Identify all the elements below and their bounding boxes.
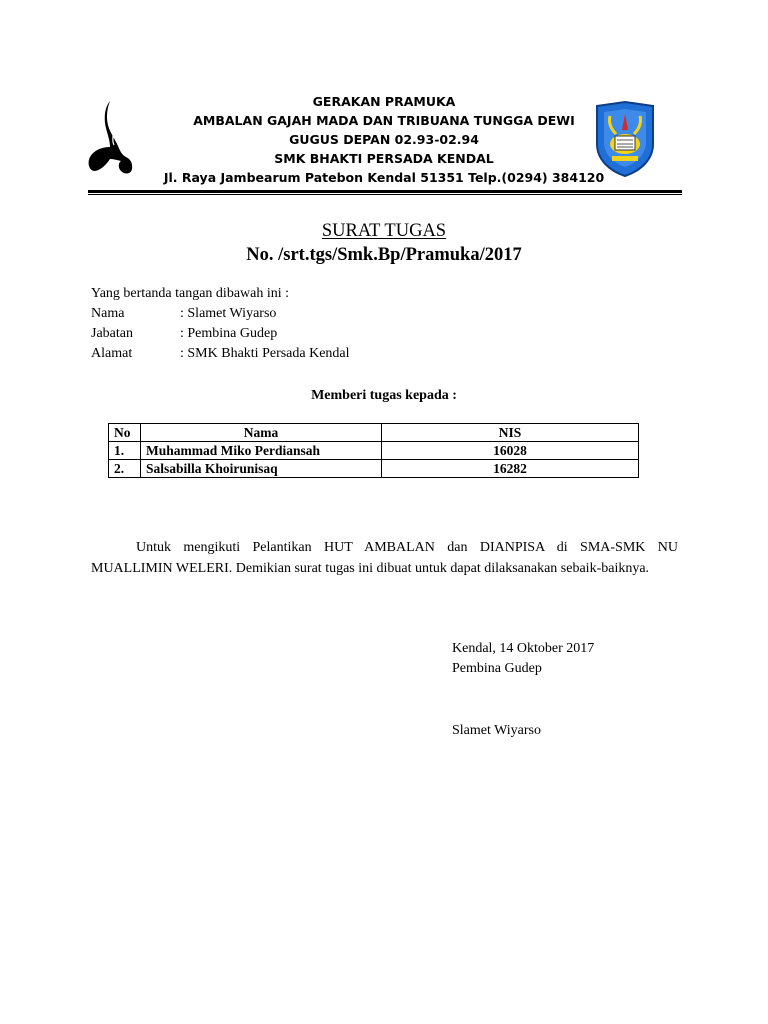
header-divider: [88, 190, 682, 193]
table-row: [109, 442, 639, 460]
assignee-table: [108, 423, 639, 478]
field-value: : Slamet Wiyarso: [180, 306, 277, 321]
document-title: SURAT TUGAS: [321, 221, 447, 241]
table-row: [109, 460, 639, 478]
org-name: GERAKAN PRAMUKA: [312, 94, 456, 109]
field-value: : SMK Bhakti Persada Kendal: [180, 346, 350, 361]
gugus-depan: GUGUS DEPAN 02.93-02.94: [289, 132, 479, 147]
cell-no: 1.: [109, 442, 141, 460]
column-header: Nama: [141, 424, 382, 442]
school-name: SMK BHAKTI PERSADA KENDAL: [274, 151, 494, 166]
cell-name: Muhammad Miko Perdiansah: [141, 442, 382, 460]
assignment-heading: Memberi tugas kepada :: [311, 388, 457, 403]
field-label: Nama: [91, 306, 125, 321]
cell-nis: 16028: [382, 442, 639, 460]
body-paragraph-text: Untuk mengikuti Pelantikan HUT AMBALAN dan DIANPISA di SMA-SMK NU MUALLIMIN WELERI. Demikian surat tugas ini dibuat untuk dapat dilaksanakan sebaik-baiknya.: [91, 540, 678, 576]
field-label: Alamat: [91, 346, 133, 361]
signer-intro: Yang bertanda tangan dibawah ini :: [91, 286, 290, 301]
school-address: Jl. Raya Jambearum Patebon Kendal 51351 Telp.(0294) 384120: [163, 170, 605, 185]
table-header-row: [109, 424, 639, 442]
document-number: No. /srt.tgs/Smk.Bp/Pramuka/2017: [246, 245, 522, 265]
pramuka-emblem-icon: [88, 99, 134, 175]
column-header: NIS: [382, 424, 639, 442]
closing-place-date: Kendal, 14 Oktober 2017: [452, 641, 595, 656]
cell-nis: 16282: [382, 460, 639, 478]
cell-name: Salsabilla Khoirunisaq: [141, 460, 382, 478]
column-header: No: [109, 424, 141, 442]
header-divider-thin: [88, 194, 682, 195]
closing-position: Pembina Gudep: [452, 661, 542, 676]
cell-no: 2.: [109, 460, 141, 478]
ambalan-name: AMBALAN GAJAH MADA DAN TRIBUANA TUNGGA DEWI: [193, 113, 575, 128]
body-paragraph: [91, 537, 678, 579]
field-label: Jabatan: [91, 326, 133, 341]
field-value: : Pembina Gudep: [180, 326, 278, 341]
signer-name: Slamet Wiyarso: [452, 723, 541, 738]
